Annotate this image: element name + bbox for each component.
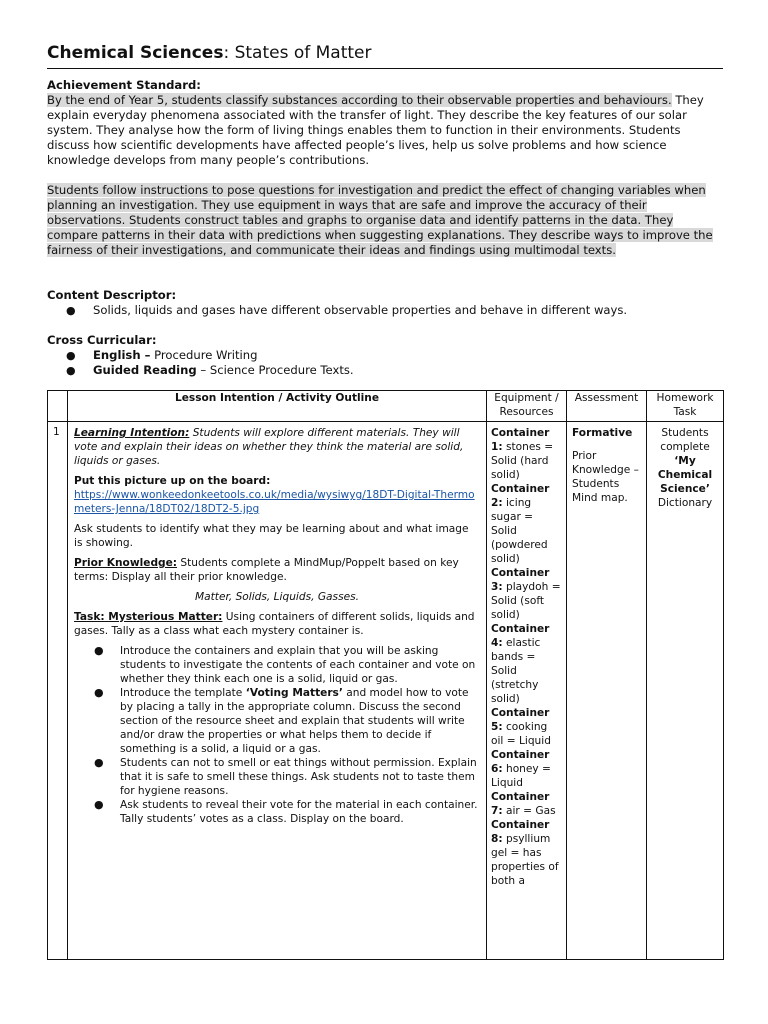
- row-number: 1: [48, 422, 68, 960]
- bullet-icon: ●: [94, 686, 104, 699]
- bullet-icon: ●: [94, 756, 104, 769]
- content-descriptor-item: ● Solids, liquids and gases have different observable properties and behave in different ways.: [66, 303, 628, 317]
- list-item: Container 5: cooking oil = Liquid: [491, 707, 551, 747]
- equipment-list: [487, 422, 567, 960]
- bullet-icon: ●: [66, 304, 76, 317]
- header-assessment: Assessment: [567, 391, 647, 422]
- homework-intro: Students complete: [660, 427, 710, 453]
- document-title: [47, 40, 723, 66]
- table-header-row: [48, 391, 724, 422]
- list-item: Container 1: stones = Solid (hard solid): [491, 427, 554, 481]
- task-label: Task: Mysterious Matter:: [74, 611, 223, 623]
- header-outline: Lesson Intention / Activity Outline: [68, 391, 487, 422]
- prior-knowledge-text: Students complete a MindMup/Poppelt based on key terms: Display all their prior knowledge.: [74, 557, 459, 583]
- bullet-icon: ●: [94, 798, 104, 811]
- assessment-cell: [567, 422, 647, 960]
- content-descriptor-heading: Content Descriptor:: [47, 288, 177, 302]
- lesson-table: [47, 390, 724, 960]
- list-item: Container 2: icing sugar = Solid (powdered solid): [491, 483, 550, 565]
- list-item: Container 6: honey = Liquid: [491, 749, 551, 789]
- achievement-highlight: By the end of Year 5, students classify substances according to their observable properties and behaviours.: [47, 93, 672, 107]
- list-item: ● Introduce the template ‘Voting Matters’ and model how to vote by placing a tally in the appropriate column. Discuss the second section of the resource sheet and explain that students will write and/or draw the properties or what helps them to decide if something is a solid, a liquid or a gas.: [94, 686, 469, 755]
- bullet-icon: ●: [66, 364, 76, 377]
- cross-curricular: [47, 333, 723, 378]
- homework-item: Dictionary: [657, 497, 713, 509]
- list-item: Container 4: elastic bands = Solid (stretchy solid): [491, 623, 550, 705]
- key-terms: Matter, Solids, Liquids, Gasses.: [195, 591, 359, 603]
- bullet-icon: ●: [66, 349, 76, 362]
- achievement-paragraph: They explain everyday phenomena associated with the transfer of light. They describe the key features of our solar system. They analyse how the form of living things enables them to function in their environments. Students discuss how scientific developments have affected people’s lives, help us solve problems and how science knowledge develops from many people’s contributions.: [47, 93, 704, 167]
- activity-outline: [68, 422, 487, 960]
- learning-intention-label: Learning Intention:: [74, 427, 190, 439]
- cross-curricular-heading: Cross Curricular:: [47, 333, 157, 347]
- assessment-type: Formative: [572, 427, 633, 439]
- header-homework: Homework Task: [647, 391, 724, 422]
- list-item: Container 8: psyllium gel = has properties of both a: [491, 819, 559, 887]
- content-descriptor: [47, 288, 723, 318]
- table-row: [48, 422, 724, 960]
- header-number: [48, 391, 68, 422]
- bullet-icon: ●: [94, 644, 104, 657]
- prior-knowledge-label: Prior Knowledge:: [74, 557, 178, 569]
- list-item: ● Students can not to smell or eat things without permission. Explain that it is safe to smell these things. Ask students not to taste them for hygiene reasons.: [94, 756, 477, 797]
- title-divider: [47, 68, 723, 69]
- list-item: ● Introduce the containers and explain that you will be asking students to investigate the contents of each container and vote on whether they think each one is a solid, liquid or gas.: [94, 644, 476, 685]
- achievement-standard: [47, 78, 723, 258]
- learning-intention-text: Students will explore different materials. They will vote and explain their ideas on whether they think the material are solid, liquids or gases.: [74, 427, 464, 467]
- list-item: ● Ask students to reveal their vote for the material in each container. Tally students’ votes as a class. Display on the board.: [94, 798, 478, 825]
- list-item: Container 3: playdoh = Solid (soft solid): [491, 567, 561, 621]
- homework-title: ‘My Chemical Science’: [657, 455, 713, 495]
- ask-students-text: Ask students to identify what they may be learning about and what image is showing.: [74, 523, 469, 549]
- assessment-text: Prior Knowledge – Students Mind map.: [572, 450, 639, 504]
- picture-link[interactable]: https://www.wonkeedonkeetools.co.uk/media/wysiwyg/18DT-Digital-Thermometers-Jenna/18DT02/18DT2-5.jpg: [74, 489, 475, 515]
- task-steps: [74, 644, 480, 826]
- task-text: Using containers of different solids, liquids and gases. Tally as a class what each mystery container is.: [74, 611, 475, 637]
- cross-curricular-item: ● Guided Reading – Science Procedure Texts.: [66, 363, 354, 377]
- homework-cell: [647, 422, 724, 960]
- cross-curricular-item: ● English – Procedure Writing: [66, 348, 258, 362]
- title-subject: Chemical Sciences: [47, 43, 224, 63]
- picture-instruction: Put this picture up on the board:: [74, 475, 271, 487]
- achievement-paragraph-2: Students follow instructions to pose questions for investigation and predict the effect of changing variables when planning an investigation. They use equipment in ways that are safe and improve the accuracy of their observations. Students construct tables and graphs to organise data and identify patterns in the data. They compare patterns in their data with predictions when suggesting explanations. They describe ways to improve the fairness of their investigations, and communicate their ideas and findings using multimodal texts.: [47, 183, 713, 257]
- achievement-heading: Achievement Standard:: [47, 78, 201, 92]
- list-item: Container 7: air = Gas: [491, 791, 556, 817]
- title-topic: : States of Matter: [223, 43, 372, 63]
- header-equipment: Equipment / Resources: [487, 391, 567, 422]
